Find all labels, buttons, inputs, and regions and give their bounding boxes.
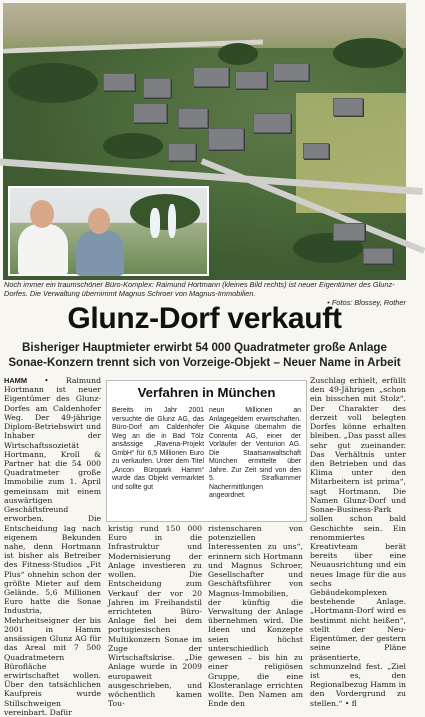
headline: Glunz-Dorf verkauft bbox=[67, 302, 342, 335]
photo-building bbox=[178, 108, 208, 128]
photo-building bbox=[235, 71, 267, 89]
photo-building bbox=[363, 248, 393, 264]
photo-building bbox=[333, 223, 365, 241]
person-hortmann bbox=[18, 224, 68, 276]
info-box-text-2: neun Millionen an Anlagegeldern erwirtschaften. Die Akquise übernahm die Conrenta AG, einer der Vorläufer der Venturion AG. Die Staatsanwaltschaft München ermittelte über Jahre. Zur Zeit sind von den 5. Strafkammer Nachermittlungen angeordnet. bbox=[209, 407, 301, 500]
info-box-text-1: Bereits im Jahr 2001 versuchte die Glunz AG, das Büro-Dorf am Caldenhofer Weg an die in Bad Tölz ansässige „Ravena-Projekt GmbH“ für 6,5 Millionen Euro zu verkaufen. Unter dem Titel „Ancon Büropark Hamm“ wurde das Objekt vermarktet und sollte gut bbox=[112, 407, 204, 491]
photo-building bbox=[133, 103, 167, 123]
subheadline-2: Sonae-Konzern trennt sich von Vorzeige-Objekt – Neuer Name in Arbeit bbox=[8, 356, 401, 369]
photo-building bbox=[143, 78, 171, 98]
article-text-4: Zuschlag erhielt, erfüllt den 49-Jährigen „schon ein bisschen mit Stolz“. Der Charakter des derzeit voll belegten Dorfes könne erhalten bleiben. „Das passt alles sehr gut zueinander. Das Verhältnis unter den Betrieben und das Klima unter den Mitarbeitern ist prima“, sagt Hortmann. Die Namen Glunz-Dorf und Sonae-Business-Park sollen schon bald Geschichte sein. Ein renommiertes Kreativteam berät bereits über eine Neuausrichtung und ein neues Image für die aus sechs Gebäudekomplexen bestehende Anlage. „Hortmann-Dorf wird es bestimmt nicht heißen“, stellt der Neu-Eigentümer, der gestern seine Pläne präsentierte, schmunzelnd fest. „Ziel ist es, den Regionalbezug Hamm in den Vordergrund zu stellen.“ • fl bbox=[310, 376, 406, 708]
aerial-photo bbox=[3, 3, 406, 280]
person-hortmann-head bbox=[30, 200, 54, 228]
inset-trees bbox=[130, 194, 200, 230]
info-box-column-2 bbox=[209, 407, 301, 519]
article-column-3 bbox=[208, 524, 303, 709]
photo-trees bbox=[103, 133, 163, 159]
info-box-column-1 bbox=[112, 407, 204, 519]
article-text-3: ristenscharen von potenziellen Interessenten zu uns“, erinnern sich Hortmann und Magnus Schroer, Gesellschafter und Geschäftsführer von Magnus-Immobilien, der künftig die Verwaltung der Anlage übernehmen wird. Die Ideen und Konzepte seien höchst unterschiedlich gewesen – bis hin zu einer religiösen Gruppe, die eine Klosteranlage errichten wollte. Den Namen am Ende den bbox=[208, 524, 303, 709]
photo-building bbox=[193, 67, 229, 87]
caption-text: Noch immer ein traumschöner Büro-Komplex: Raimund Hortmann (kleines Bild rechts) ist neuer Eigentümer des Glunz-Dorfes. Die Verwaltung übernimmt Magnus Schroer von Magnus-Immobilien. bbox=[4, 280, 395, 299]
article-text-1: • Raimund Hortmann ist neuer Eigentümer des Glunz-Dorfes am Caldenhofer Weg. Der 49-jährige Diplom-Betriebswirt und Inhaber der Wirtschaftssozietät Hortmann, Kroll & Partner hat die 54 000 Quadratmeter große Immobilie zum 1. April gemeinsam mit einem auswärtigen Geschäftsfreund erworben. Die Entscheidung lag nach eigenem Bekunden nahe, denn Hortmann ist bisher als Betreiber des Fitness-Studios „Fit Plus“ ohnehin schon der größte Mieter auf dem Gelände. 5,6 Millionen Euro hatte die Sonae Industria, Mehrheitseigner der bis 2001 in Hamm ansässigen Glunz AG für das Areal mit 7 500 Quadratmetern Bürofläche erwirtschaftet wollen. Über den tatsächlichen Kaufpreis wurde Stillschweigen vereinbart. Dafür bbox=[4, 376, 101, 717]
photo-credit: • Fotos: Blossey, Rother bbox=[327, 298, 406, 308]
dateline: HAMM bbox=[4, 376, 27, 385]
subheadline-1: Bisheriger Hauptmieter erwirbt 54 000 Quadratmeter große Anlage bbox=[22, 341, 387, 354]
photo-trees bbox=[8, 63, 98, 103]
photo-building bbox=[273, 63, 309, 81]
article-column-1 bbox=[4, 376, 101, 717]
photo-building bbox=[333, 98, 363, 116]
article-text-2: kristig rund 150 000 Euro in die Infrastruktur und Modernisierung der Anlage investieren zu wollen. Die Entscheidung zum Verkauf der vor 20 Jahren im Freihandstil errichteten Büro-Anlage fiel bei dem portugiesischen Multikonzern Sonae im Zuge der Wirtschaftskrise. „Die Anlage wurde in 2009 europaweit ausgeschrieben, und wöchentlich kamen Tou- bbox=[108, 524, 202, 709]
photo-trees bbox=[218, 43, 258, 65]
inset-fountain bbox=[150, 208, 160, 238]
photo-trees bbox=[333, 38, 403, 68]
photo-building bbox=[303, 143, 329, 159]
article-column-4 bbox=[310, 376, 406, 708]
photo-building bbox=[103, 73, 135, 91]
photo-building bbox=[253, 113, 291, 133]
inset-photo bbox=[8, 186, 209, 276]
inset-fountain bbox=[168, 204, 176, 238]
article-column-2 bbox=[108, 524, 202, 709]
person-schroer bbox=[76, 230, 124, 276]
person-schroer-head bbox=[88, 208, 110, 234]
photo-building bbox=[208, 128, 244, 150]
photo-building bbox=[168, 143, 196, 161]
info-box-title: Verfahren in München bbox=[137, 385, 276, 400]
info-box bbox=[106, 380, 307, 522]
